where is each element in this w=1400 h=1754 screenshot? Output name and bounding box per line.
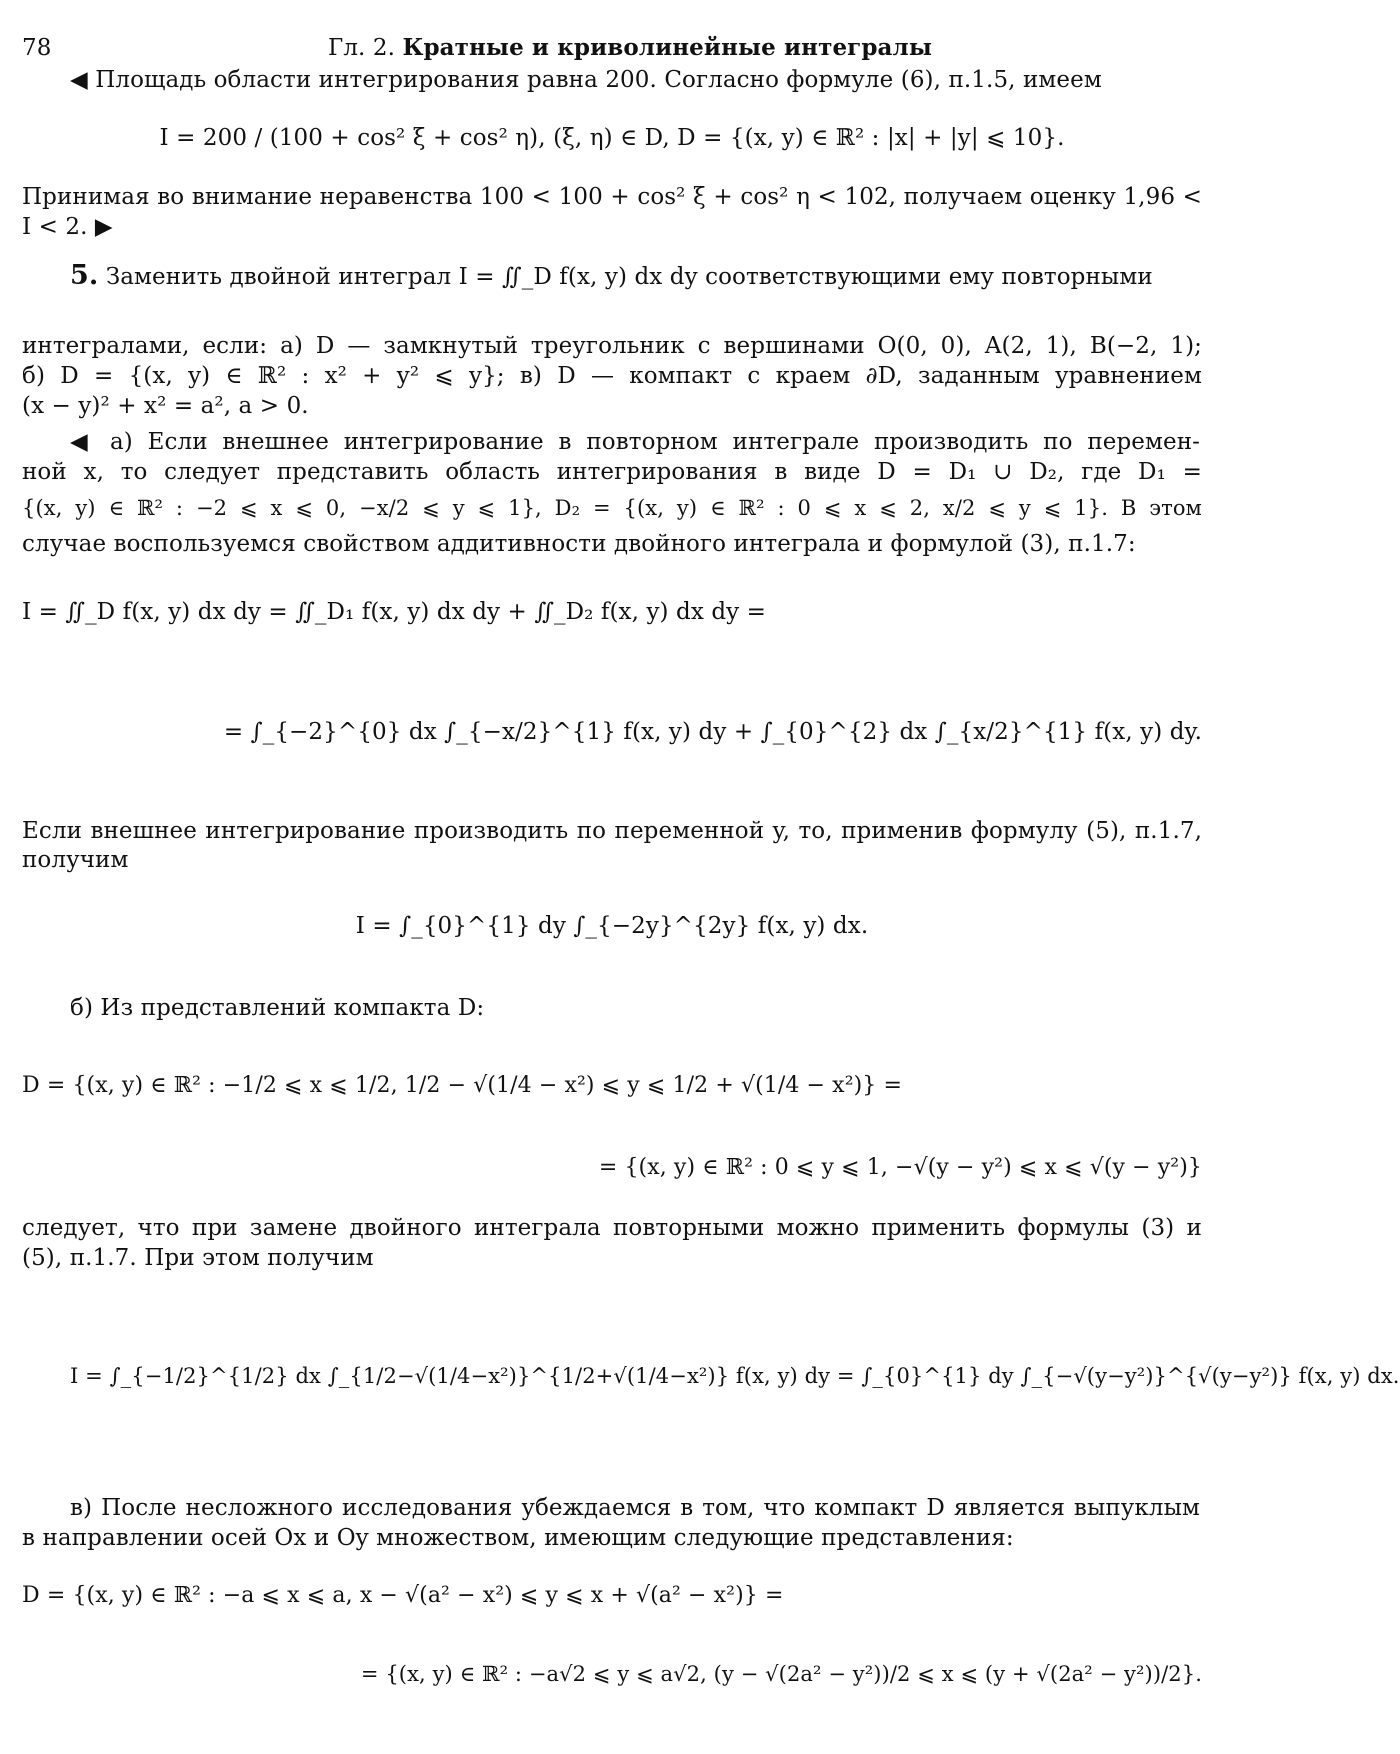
- text-line-18: б) Из представлений компакта D:: [70, 995, 485, 1021]
- chapter-title: Кратные и криволинейные интегралы: [402, 34, 933, 61]
- formula-compact-d-representation-1: D = {(x, y) ∈ ℝ² : −1/2 ⩽ x ⩽ 1/2, 1/2 − √(1/4 − x²) ⩽ y ⩽ 1/2 + √(1/4 − x²)} =: [22, 1073, 903, 1098]
- text-line-1: ◀ Площадь области интегрирования равна 200. Согласно формуле (6), п.1.5, имеем: [70, 67, 1102, 93]
- text-line-25: в направлении осей Ox и Oy множеством, имеющим следующие представления:: [22, 1525, 1014, 1551]
- text-line-16: получим: [22, 847, 129, 873]
- text-line-22: (5), п.1.7. При этом получим: [22, 1245, 374, 1271]
- problem-number: 5.: [70, 260, 99, 291]
- problem-statement-line: [70, 262, 1200, 291]
- text-line-9: ◀ а) Если внешнее интегрирование в повторном интеграле производить по перемен-: [70, 429, 1200, 455]
- formula-iterated-integral-y: I = ∫_{0}^{1} dy ∫_{−2y}^{2y} f(x, y) dx.: [355, 913, 869, 939]
- formula-compact-d-c-1: D = {(x, y) ∈ ℝ² : −a ⩽ x ⩽ a, x − √(a² − x²) ⩽ y ⩽ x + √(a² − x²)} =: [22, 1583, 784, 1608]
- text-line-8: (x − y)² + x² = a², a > 0.: [22, 393, 309, 419]
- formula-compact-d-representation-2: = {(x, y) ∈ ℝ² : 0 ⩽ y ⩽ 1, −√(y − y²) ⩽ x ⩽ √(y − y²)}: [598, 1155, 1202, 1180]
- formula-double-integral-split: I = ∬_D f(x, y) dx dy = ∬_D₁ f(x, y) dx dy + ∬_D₂ f(x, y) dx dy =: [22, 599, 767, 625]
- formula-iterated-integral-x: = ∫_{−2}^{0} dx ∫_{−x/2}^{1} f(x, y) dy + ∫_{0}^{2} dx ∫_{x/2}^{1} f(x, y) dy.: [223, 719, 1202, 745]
- text-line-6: интегралами, если: а) D — замкнутый треугольник с вершинами O(0, 0), A(2, 1), B(−2, 1);: [22, 333, 1202, 359]
- text-line-7: б) D = {(x, y) ∈ ℝ² : x² + y² ⩽ y}; в) D — компакт с краем ∂D, заданным уравнением: [22, 363, 1202, 389]
- page-number: 78: [22, 35, 52, 61]
- problem-text: Заменить двойной интеграл I = ∬_D f(x, y) dx dy соответствующими ему повторными: [105, 264, 1153, 290]
- text-line-10: ной x, то следует представить область интегрирования в виде D = D₁ ∪ D₂, где D₁ =: [22, 459, 1202, 485]
- text-line-21: следует, что при замене двойного интеграла повторными можно применить формулы (3) и: [22, 1215, 1202, 1241]
- chapter-label: Гл. 2.: [328, 35, 396, 61]
- formula-iterated-integrals-b: I = ∫_{−1/2}^{1/2} dx ∫_{1/2−√(1/4−x²)}^{1/2+√(1/4−x²)} f(x, y) dy = ∫_{0}^{1} dy ∫_{−√(y−y²)}^{√(y−y²)} f(x, y) dx.: [70, 1364, 1400, 1388]
- formula-compact-d-c-2: = {(x, y) ∈ ℝ² : −a√2 ⩽ y ⩽ a√2, (y − √(2a² − y²))/2 ⩽ x ⩽ (y + √(2a² − y²))/2}.: [360, 1662, 1202, 1686]
- text-line-12: случае воспользуемся свойством аддитивности двойного интеграла и формулой (3), п.1.7:: [22, 531, 1136, 557]
- text-line-15: Если внешнее интегрирование производить по переменной y, то, применив формулу (5), п.1.7,: [22, 818, 1202, 844]
- text-line-11: {(x, y) ∈ ℝ² : −2 ⩽ x ⩽ 0, −x/2 ⩽ y ⩽ 1}, D₂ = {(x, y) ∈ ℝ² : 0 ⩽ x ⩽ 2, x/2 ⩽ y ⩽ 1}. В этом: [22, 496, 1202, 520]
- text-line-4: I < 2. ▶: [22, 214, 113, 240]
- text-line-24: в) После несложного исследования убеждаемся в том, что компакт D является выпуклым: [70, 1495, 1200, 1521]
- page-header: [22, 34, 1202, 62]
- formula-integral-estimate: I = 200 / (100 + cos² ξ + cos² η), (ξ, η) ∈ D, D = {(x, y) ∈ ℝ² : |x| + |y| ⩽ 10}.: [159, 125, 1065, 151]
- text-line-3: Принимая во внимание неравенства 100 < 100 + cos² ξ + cos² η < 102, получаем оценку 1,96 <: [22, 184, 1202, 210]
